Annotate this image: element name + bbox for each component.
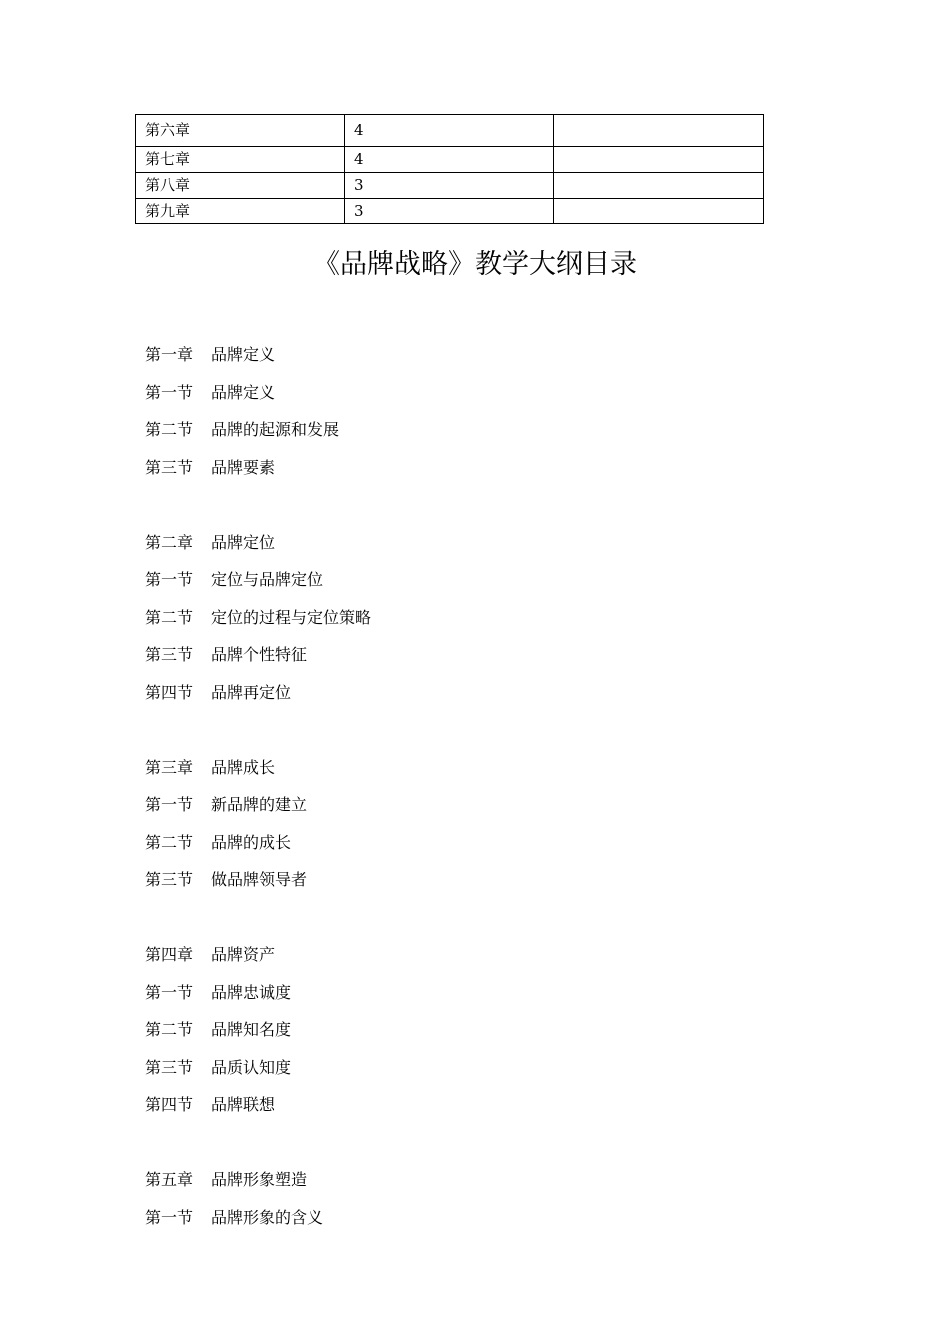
toc-chapter-group [145, 1165, 371, 1240]
toc-section-title: 品牌的起源和发展 [211, 420, 340, 439]
toc-section [145, 678, 371, 716]
toc-section [145, 1053, 371, 1091]
toc-section-title: 新品牌的建立 [211, 795, 308, 814]
toc-chapter-group [145, 340, 371, 490]
toc-section [145, 453, 371, 491]
toc-chapter [145, 528, 371, 566]
toc-section-label: 第一节 [145, 982, 194, 1002]
toc-section [145, 1015, 371, 1053]
toc-section [145, 603, 371, 641]
toc-chapter-group [145, 528, 371, 716]
toc-section-label: 第三节 [145, 1057, 194, 1077]
toc-chapter [145, 340, 371, 378]
toc-chapter-label: 第五章 [145, 1170, 194, 1189]
toc-section-label: 第二节 [145, 607, 194, 627]
toc-section-title: 品牌形象的含义 [211, 1207, 324, 1227]
toc-section-title: 品牌的成长 [211, 832, 292, 852]
toc-section-title: 品牌再定位 [211, 682, 292, 702]
table-cell-note [554, 199, 764, 224]
toc-chapter-label: 第三章 [145, 757, 194, 777]
toc-chapter [145, 940, 371, 978]
toc-section-label: 第三节 [145, 870, 194, 889]
toc-chapter-label: 第四章 [145, 945, 194, 964]
toc-section [145, 378, 371, 416]
toc-chapter-title: 品牌成长 [211, 757, 276, 777]
toc-chapter-title: 品牌形象塑造 [211, 1170, 308, 1189]
toc-chapter [145, 1165, 371, 1203]
toc-section-title: 品牌个性特征 [211, 645, 308, 664]
toc-section [145, 1203, 371, 1241]
toc-section [145, 828, 371, 866]
toc-section-title: 品牌定义 [211, 382, 276, 402]
toc-section-title: 品质认知度 [211, 1057, 292, 1077]
table-row [136, 147, 764, 173]
toc-chapter-title: 品牌资产 [211, 945, 276, 964]
toc-section-label: 第二节 [145, 832, 194, 852]
toc-section-label: 第二节 [145, 1020, 194, 1039]
table-row [136, 115, 764, 147]
table-cell-hours: 3 [345, 199, 554, 224]
toc-section [145, 640, 371, 678]
toc-section-label: 第一节 [145, 570, 194, 589]
table-cell-note [554, 173, 764, 199]
table-cell-chapter: 第八章 [136, 173, 345, 199]
toc-chapter-title: 品牌定义 [211, 345, 276, 364]
toc-chapter-title: 品牌定位 [211, 532, 276, 552]
toc-section-title: 品牌要素 [211, 457, 276, 477]
toc-section-title: 品牌知名度 [211, 1020, 292, 1039]
page-title: 《品牌战略》教学大纲目录 [313, 249, 637, 280]
toc-chapter [145, 753, 371, 791]
table-of-contents [145, 340, 371, 1278]
table-cell-note [554, 147, 764, 173]
toc-section [145, 978, 371, 1016]
toc-chapter-label: 第一章 [145, 345, 194, 364]
toc-section-title: 品牌联想 [211, 1095, 276, 1114]
toc-section [145, 1090, 371, 1128]
toc-section-title: 定位的过程与定位策略 [211, 607, 372, 627]
toc-section-title: 定位与品牌定位 [211, 570, 324, 589]
toc-section-label: 第一节 [145, 382, 194, 402]
toc-section-label: 第三节 [145, 645, 194, 664]
toc-section-label: 第四节 [145, 1095, 194, 1114]
toc-chapter-label: 第二章 [145, 532, 194, 552]
table-row [136, 199, 764, 224]
table-cell-note [554, 115, 764, 147]
toc-section [145, 565, 371, 603]
table-cell-chapter: 第六章 [136, 115, 345, 147]
toc-section-label: 第四节 [145, 682, 194, 702]
table-cell-chapter: 第九章 [136, 199, 345, 224]
toc-section [145, 415, 371, 453]
toc-section-label: 第三节 [145, 457, 194, 477]
toc-section-title: 做品牌领导者 [211, 870, 308, 889]
toc-section-title: 品牌忠诚度 [211, 982, 292, 1002]
toc-section [145, 790, 371, 828]
toc-chapter-group [145, 940, 371, 1128]
table-cell-chapter: 第七章 [136, 147, 345, 173]
toc-section-label: 第二节 [145, 420, 194, 439]
table-row [136, 173, 764, 199]
toc-section-label: 第一节 [145, 795, 194, 814]
toc-section-label: 第一节 [145, 1207, 194, 1227]
table-cell-hours: 4 [345, 147, 554, 173]
hours-table [135, 114, 764, 224]
toc-section [145, 865, 371, 903]
table-cell-hours: 4 [345, 115, 554, 147]
table-cell-hours: 3 [345, 173, 554, 199]
toc-chapter-group [145, 753, 371, 903]
